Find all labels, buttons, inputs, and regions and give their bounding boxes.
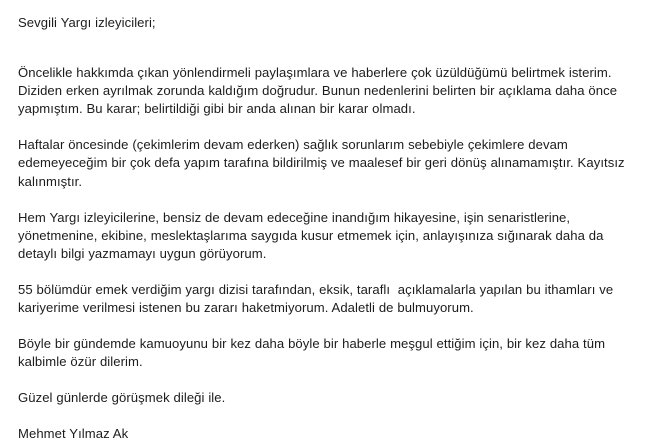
paragraph-5: 55 bölümdür emek verdiğim yargı dizisi tarafından, eksik, taraflı açıklamalarla yapılan bu ithamları ve kariyerime verilmesi istenen bu zararı haketmiyorum. Adaletli de bulmuyorum. (18, 281, 618, 316)
paragraph-4: Hem Yargı izleyicilerine, bensiz de devam edeceğine inandığım hikayesine, işin senaristlerine, yönetmenine, ekibine, meslektaşlarıma saygıda kusur etmemek için, anlayışınıza sığınarak daha da detaylı bilgi yazmamayı uygun görüyorum. (18, 209, 608, 261)
paragraph-6: Böyle bir gündemde kamuoyunu bir kez daha böyle bir haberle meşgul ettiğim için, bir kez daha tüm kalbimle özür dilerim. (18, 336, 609, 370)
spacer-4 (18, 263, 640, 281)
spacer-2 (18, 118, 640, 136)
paragraph-7-closing: Güzel günlerde görüşmek dileği ile. (18, 390, 226, 406)
greeting-line: Sevgili Yargı izleyicileri; (18, 15, 156, 30)
paragraph-2: Diziden erken ayrılmak zorunda kaldığım doğrudur. Bunun nedenlerini belirten bir açıklama daha önce yapmıştım. Bu karar; belirtildiği gibi bir anda alınan bir karar olmadı. (18, 83, 621, 117)
paragraph-1: Öncelikle hakkımda çıkan yönlendirmeli paylaşımlara ve haberlere çok üzüldüğümü belirtmek isterim. (18, 65, 612, 81)
spacer-after-greeting (18, 32, 640, 64)
paragraph-3: Haftalar öncesinde (çekimlerim devam ederken) sağlık sorunlarım sebebiyle çekimlere devam edemeyeceğim bir çok defa yapım tarafına bildirilmiş ve maalesef bir geri dönüş alınamamıştır. Kayıtsız kalınmıştır. (18, 137, 629, 189)
spacer-5 (18, 317, 640, 335)
signature-name: Mehmet Yılmaz Ak (18, 426, 129, 442)
spacer-7 (18, 407, 640, 425)
document-body (18, 14, 640, 444)
spacer-6 (18, 371, 640, 389)
spacer-3 (18, 191, 640, 209)
